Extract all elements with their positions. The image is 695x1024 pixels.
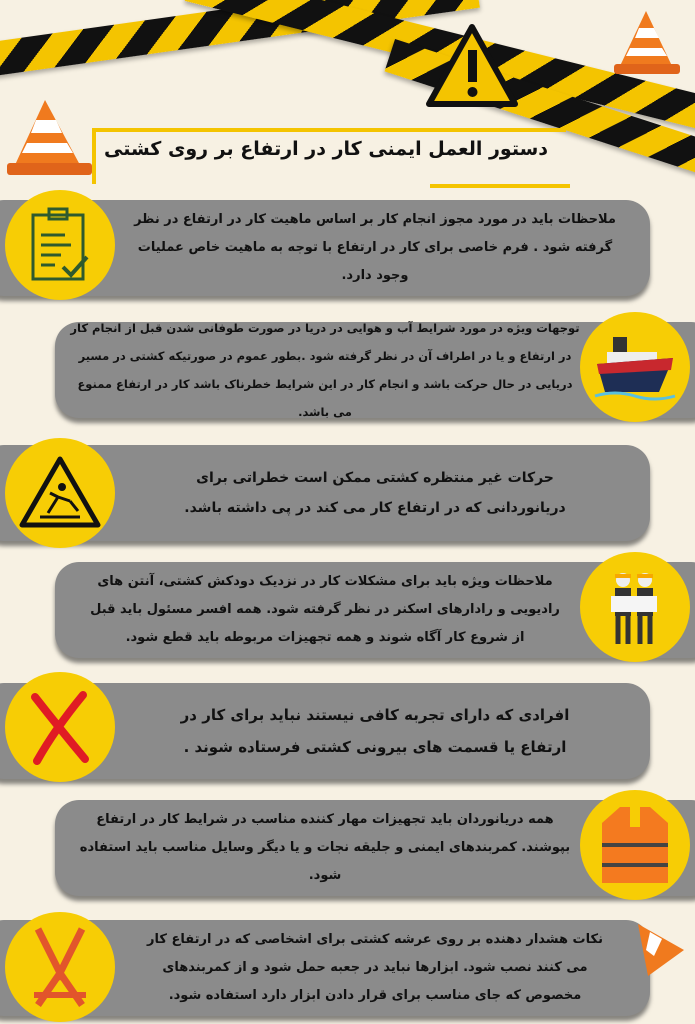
- engineers-icon: [580, 552, 690, 662]
- rule-text: همه دریانوردان باید تجهیزات مهار کننده مناسب در شرایط کار در ارتفاع بپوشند. کمربندهای ایمنی و جلیقه نجات و یا دیگر وسایل مناسب باید استفاده شود.: [79, 812, 571, 883]
- warning-sign-icon: [425, 22, 520, 112]
- traffic-cone-icon: [628, 920, 688, 980]
- rule-text: حرکات غیر منتظره کشتی ممکن است خطراتی برای دریانوردانی که در ارتفاع کار می کند در پی داشته باشد.: [184, 470, 566, 516]
- safety-harness-icon: [5, 912, 115, 1022]
- rule-text: ملاحظات باید در مورد مجوز انجام کار بر اساس ماهیت کار در ارتفاع در نظر گرفته شود . فرم خاصی برای کار در ارتفاع با توجه به ماهیت خاص عملیات وجود دارد.: [134, 212, 616, 283]
- rule-text: ملاحظات ویژه باید برای مشکلات کار در نزدیک دودکش کشتی، آنتن های رادیویی و رادارهای اسکنر در نظر گرفته شود. همه افسر مسئول باید قبل از شروع کار آگاه شوند و همه تجهیزات مربوطه باید قطع شود.: [90, 574, 560, 645]
- life-vest-icon: [580, 790, 690, 900]
- page-title: دستور العمل ایمنی کار در ارتفاع بر روی کشتی: [103, 138, 549, 160]
- ship-icon: [580, 312, 690, 422]
- rule-text: توجهات ویژه در مورد شرایط آب و هوایی در دریا در صورت طوفانی شدن قبل از انجام کار در ارتفاع و یا در اطراف آن در نظر گرفته شود .بطور عموم در صورتیکه کشتی در مسیر دریایی در حال حرکت باشد و انجام کار در این شرایط خطرناک باشد کار در ارتفاع ممنوع می باشد.: [70, 321, 580, 419]
- traffic-cone-icon: [612, 8, 684, 83]
- red-x-icon: [5, 672, 115, 782]
- rule-text: افرادی که دارای تجربه کافی نیستند نباید برای کار در ارتفاع یا قسمت های بیرونی کشتی فرستاده شوند .: [180, 706, 570, 756]
- traffic-cone-icon: [5, 95, 95, 185]
- clipboard-check-icon: [5, 190, 115, 300]
- falling-person-warning-icon: [5, 438, 115, 548]
- rule-text: نکات هشدار دهنده بر روی عرشه کشتی برای اشخاصی که در ارتفاع کار می کنند نصب شود. ابزارها نباید در جعبه حمل شود و از کمربندهای مخصوص که جای مناسب برای قرار دادن ابزار دارد استفاده شود.: [147, 932, 603, 1003]
